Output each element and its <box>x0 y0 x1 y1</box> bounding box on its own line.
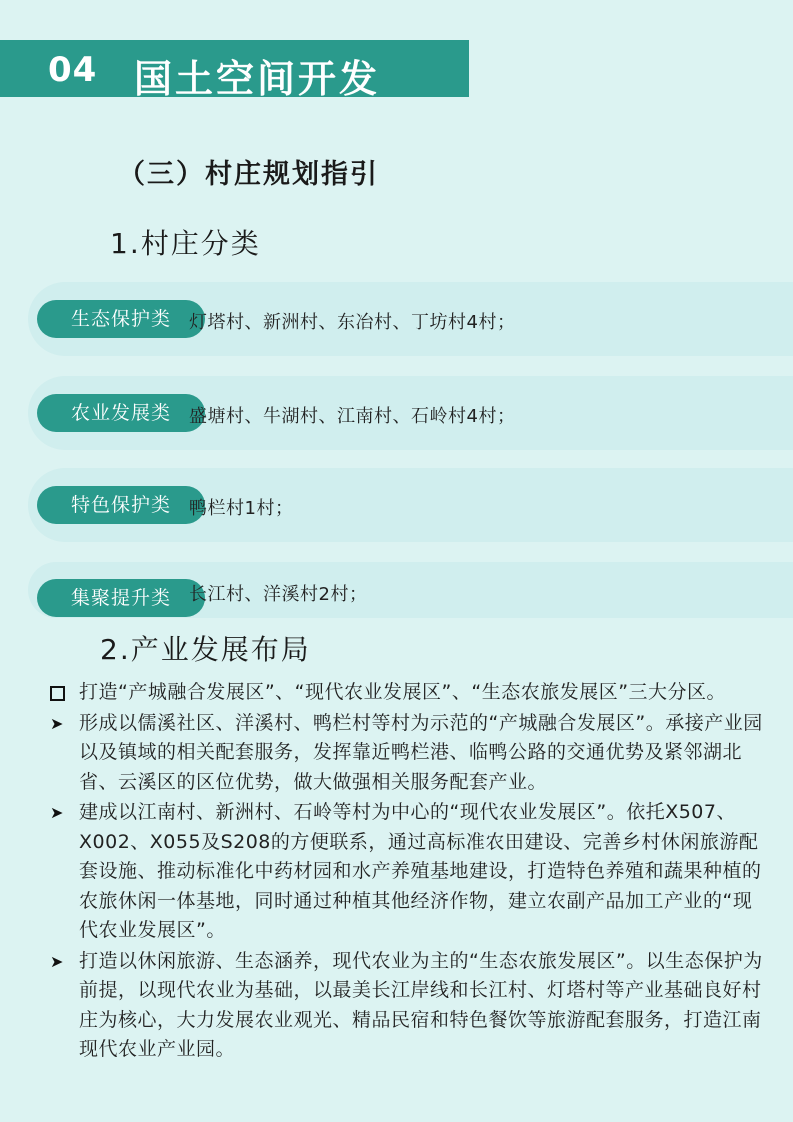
hollow-square-icon <box>50 678 72 711</box>
list-item <box>48 947 763 1065</box>
section-title: （三）村庄规划指引 <box>118 159 379 190</box>
industry-heading: 2.产业发展布局 <box>100 633 311 666</box>
village-list: 灯塔村、新洲村、东冶村、丁坊村4村； <box>189 312 516 333</box>
arrowhead-icon: ➤ <box>50 713 64 733</box>
industry-bullet-list <box>48 678 763 1066</box>
village-list: 盛塘村、牛湖村、江南村、石岭村4村； <box>189 406 516 427</box>
list-item <box>48 798 763 946</box>
chapter-title: 国土空间开发 <box>134 57 381 101</box>
village-category-tag: 集聚提升类 <box>37 579 205 617</box>
village-category-tag: 特色保护类 <box>37 486 205 524</box>
chapter-number: 04 <box>48 50 98 90</box>
village-category-tag: 农业发展类 <box>37 394 205 432</box>
bullet-text: 形成以儒溪社区、洋溪村、鸭栏村等村为示范的“产城融合发展区”。承接产业园以及镇域的相关配套服务，发挥靠近鸭栏港、临鸭公路的交通优势及紧邻湖北省、云溪区的区位优势，做大做强相关服务配套产业。 <box>79 711 763 793</box>
village-list: 长江村、洋溪村2村； <box>189 584 368 605</box>
village-list: 鸭栏村1村； <box>189 498 294 519</box>
arrowhead-icon: ➤ <box>50 803 64 822</box>
bullet-text: 打造以休闲旅游、生态涵养，现代农业为主的“生态农旅发展区”。以生态保护为前提，以现代农业为基础，以最美长江岸线和长江村、灯塔村等产业基础良好村庄为核心，大力发展农业观光、精品民宿和特色餐饮等旅游配套服务，打造江南现代农业产业园。 <box>79 949 763 1060</box>
arrowhead-icon: ➤ <box>50 951 64 971</box>
village-row <box>28 468 793 542</box>
classification-heading: 1.村庄分类 <box>110 227 261 260</box>
village-row <box>28 562 793 618</box>
village-category-tag: 生态保护类 <box>37 300 205 338</box>
list-item <box>48 709 763 798</box>
list-item <box>48 678 763 708</box>
bullet-text: 打造“产城融合发展区”、“现代农业发展区”、“生态农旅发展区”三大分区。 <box>79 681 727 703</box>
bullet-text: 建成以江南村、新洲村、石岭等村为中心的“现代农业发展区”。依托X507、X002、X055及S208的方便联系，通过高标准农田建设、完善乡村休闲旅游配套设施、推动标准化中药材园和水产养殖基地建设，打造特色养殖和蔬果种植的农旅休闲一体基地，同时通过种植其他经济作物，建立农副产品加工产业的“现代农业发展区”。 <box>79 801 762 941</box>
